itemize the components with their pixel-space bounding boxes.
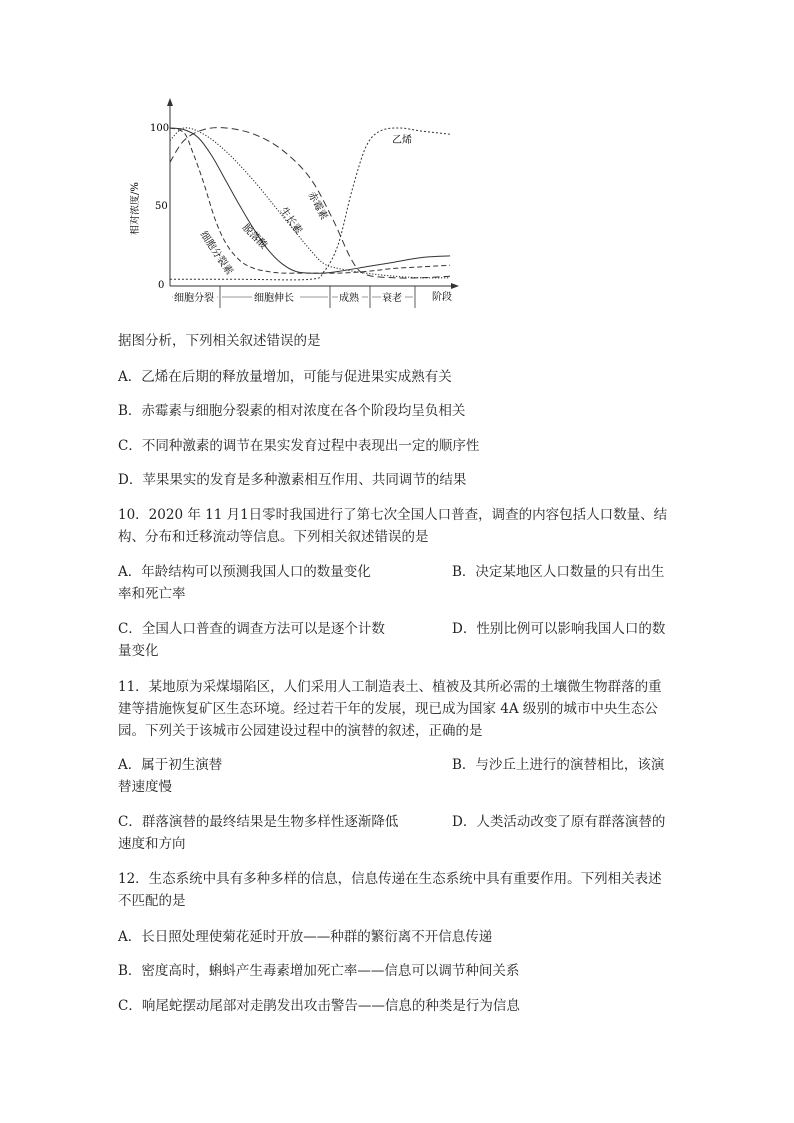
q10-option-b: B．决定某地区人口数量的只有出生 bbox=[452, 564, 665, 580]
q12-stem bbox=[118, 868, 678, 912]
q10-option-d-cont: 量变化 bbox=[118, 643, 159, 659]
q11-option-a: A．属于初生演替 bbox=[118, 757, 223, 773]
q9-option-a: A．乙烯在后期的释放量增加，可能与促进果实成熟有关 bbox=[118, 369, 452, 385]
q10-stem bbox=[118, 504, 678, 548]
q9-stem: 据图分析，下列相关叙述错误的是 bbox=[118, 333, 321, 349]
q11-option-b: B．与沙丘上进行的演替相比，该演 bbox=[452, 757, 665, 773]
q11-options-cd bbox=[118, 811, 683, 855]
chart-svg bbox=[130, 92, 470, 322]
y-tick-100: 100 bbox=[150, 123, 170, 134]
q11-option-b-cont: 替速度慢 bbox=[118, 779, 172, 795]
q10-options-ab bbox=[118, 561, 683, 605]
stage-label-ripening: 成熟 bbox=[339, 293, 359, 304]
label-ethylene: 乙烯 bbox=[392, 135, 412, 146]
y-tick-0: 0 bbox=[158, 280, 165, 291]
q12-option-c: C．响尾蛇摆动尾部对走鹃发出攻击警告——信息的种类是行为信息 bbox=[118, 998, 520, 1014]
q11-stem bbox=[118, 676, 678, 742]
label-cytokinin: 细胞分裂素 bbox=[197, 229, 235, 278]
hormone-concentration-chart bbox=[130, 92, 470, 322]
q10-options-cd bbox=[118, 618, 683, 662]
label-abscisic: 脱落酸 bbox=[239, 222, 269, 252]
q10-option-b-cont: 率和死亡率 bbox=[118, 586, 186, 602]
label-gibberellin: 赤霉素 bbox=[305, 190, 330, 222]
label-auxin: 生长素 bbox=[277, 205, 304, 237]
q11-option-c: C．群落演替的最终结果是生物多样性逐渐降低 bbox=[118, 814, 399, 830]
q12-option-b: B．密度高时，蝌蚪产生毒素增加死亡率——信息可以调节种间关系 bbox=[118, 963, 520, 979]
stage-label-elongation: 细胞伸长 bbox=[254, 293, 294, 304]
q10-stem-line1: 10．2020 年 11 月1日零时我国进行了第七次全国人口普查，调查的内容包括人口数量、结 bbox=[118, 507, 668, 523]
q12-option-a: A．长日照处理使菊花延时开放——种群的繁衍离不开信息传递 bbox=[118, 929, 493, 945]
y-axis-arrow bbox=[167, 98, 173, 106]
stage-label-senescence: 衰老 bbox=[382, 293, 402, 304]
q10-option-a: A．年龄结构可以预测我国人口的数量变化 bbox=[118, 564, 371, 580]
x-axis-arrow bbox=[451, 283, 459, 289]
y-tick-50: 50 bbox=[155, 201, 168, 212]
q10-stem-line2: 构、分布和迁移流动等信息。下列相关叙述错误的是 bbox=[118, 529, 429, 545]
q12-stem-line2: 不匹配的是 bbox=[118, 893, 186, 909]
stage-label-division: 细胞分裂 bbox=[174, 293, 214, 304]
q11-options-ab bbox=[118, 754, 683, 798]
y-axis-label: 相对浓度/% bbox=[130, 182, 141, 235]
q11-option-d-cont: 速度和方向 bbox=[118, 836, 186, 852]
q12-stem-line1: 12．生态系统中具有多种多样的信息，信息传递在生态系统中具有重要作用。下列相关表述 bbox=[118, 871, 662, 887]
q9-option-d: D．苹果果实的发育是多种激素相互作用、共同调节的结果 bbox=[118, 472, 467, 488]
q11-stem-line3: 园。下列关于该城市公园建设过程中的演替的叙述，正确的是 bbox=[118, 723, 483, 739]
x-axis-label: 阶段 bbox=[432, 292, 452, 303]
q10-option-c: C．全国人口普查的调查方法可以是逐个计数 bbox=[118, 621, 385, 637]
q10-option-d: D．性别比例可以影响我国人口的数 bbox=[452, 621, 666, 637]
q11-stem-line2: 建等措施恢复矿区生态环境。经过若干年的发展，现已成为国家 4A 级别的城市中央生态公 bbox=[118, 701, 658, 717]
q11-stem-line1: 11．某地原为采煤塌陷区，人们采用人工制造表土、植被及其所必需的土壤微生物群落的重 bbox=[118, 679, 662, 695]
q9-option-b: B．赤霉素与细胞分裂素的相对浓度在各个阶段均呈负相关 bbox=[118, 403, 466, 419]
q9-option-c: C．不同种激素的调节在果实发育过程中表现出一定的顺序性 bbox=[118, 438, 480, 454]
q11-option-d: D．人类活动改变了原有群落演替的 bbox=[452, 814, 666, 830]
